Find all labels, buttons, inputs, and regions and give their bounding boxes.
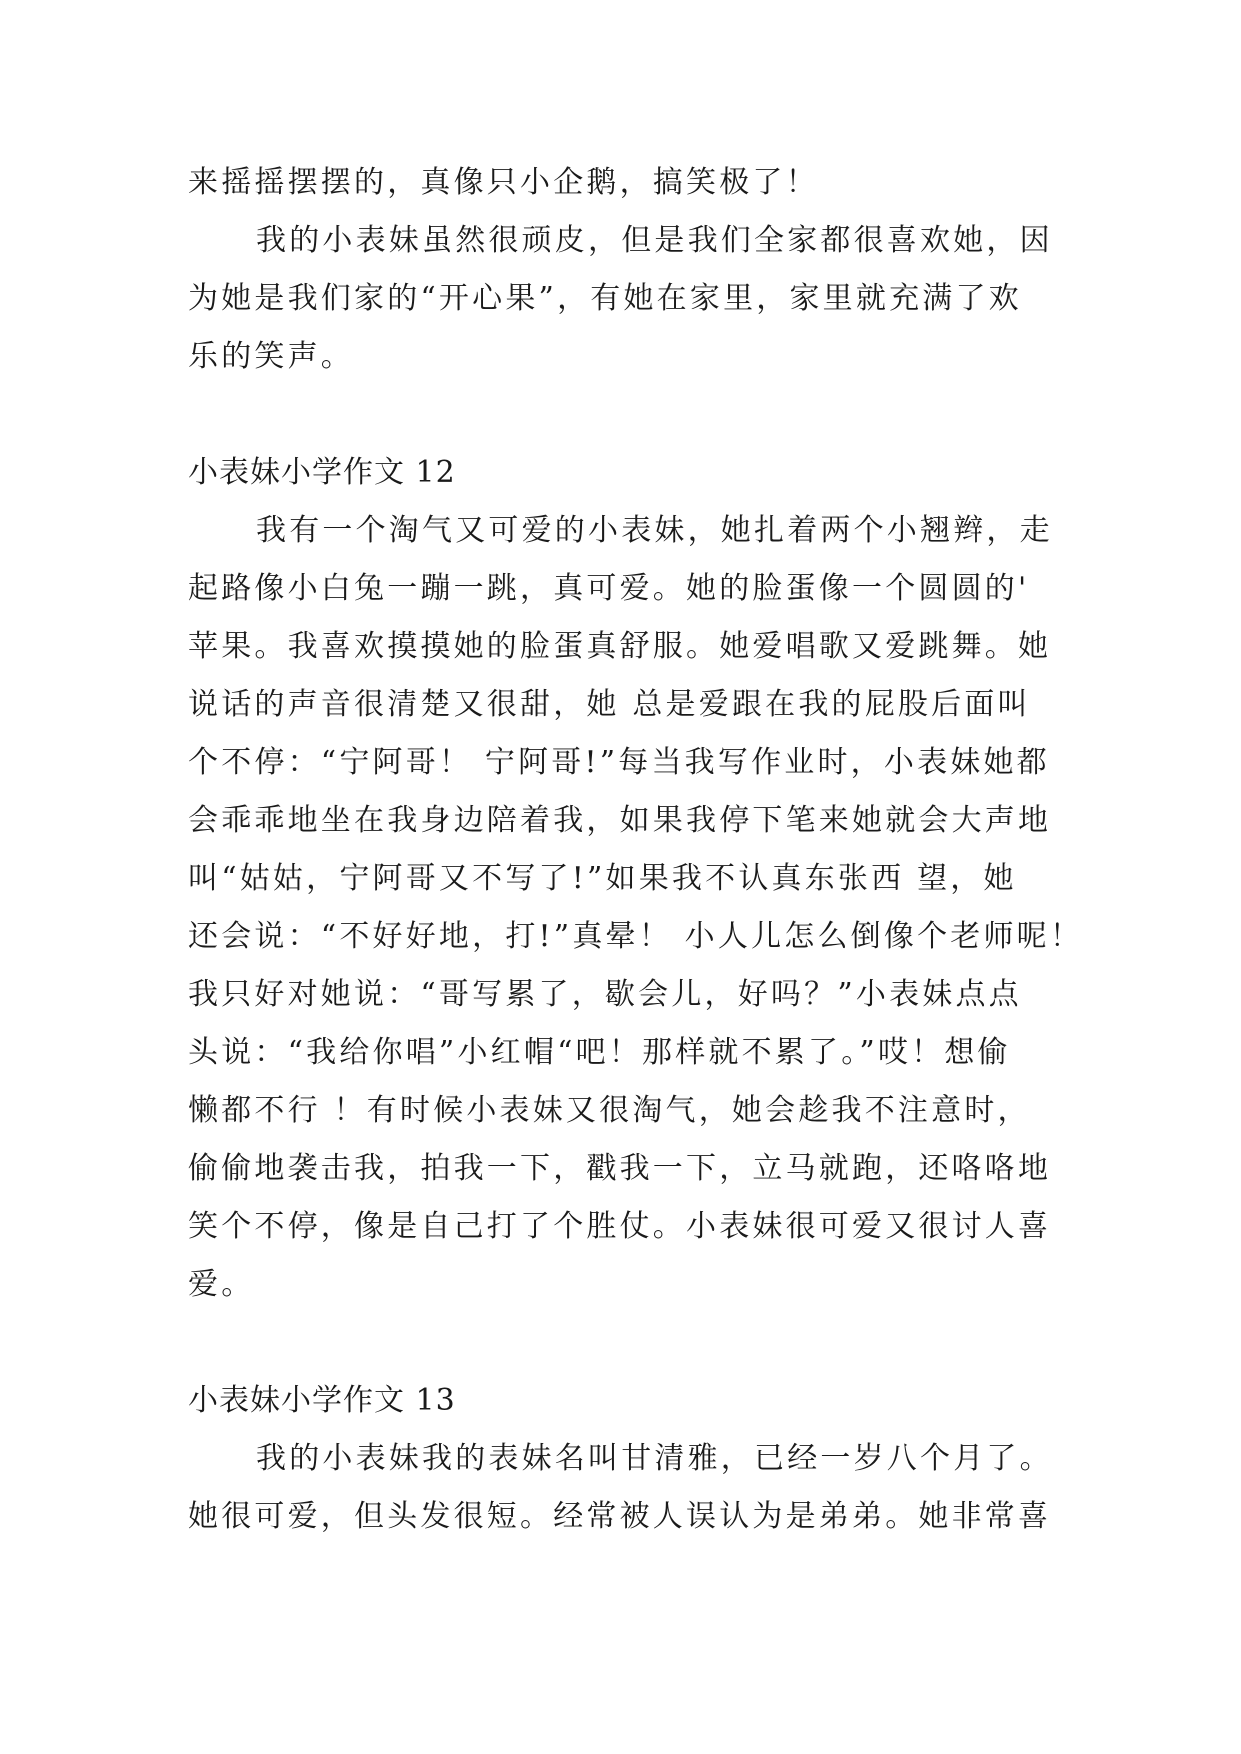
- paragraph-line: 我只好对她说：“哥写累了，歇会儿，好吗？”小表妹点点: [188, 977, 1022, 1012]
- paragraph-line: 头说：“我给你唱”小红帽“吧！那样就不累了。”哎！想偷: [188, 1035, 1011, 1070]
- paragraph-line: 懒都不行 ！有时候小表妹又很淘气，她会趁我不注意时，: [188, 1093, 1031, 1128]
- paragraph-line: 起路像小白兔一蹦一跳，真可爱。她的脸蛋像一个圆圆的': [188, 571, 1030, 606]
- paragraph-line: 个不停：“宁阿哥！ 宁阿哥!”每当我写作业时，小表妹她都: [188, 745, 1050, 780]
- paragraph-line: 叫“姑姑，宁阿哥又不写了!”如果我不认真东张西 望，她: [188, 861, 1017, 896]
- paragraph-line: 爱。: [188, 1267, 255, 1302]
- paragraph-line: 还会说：“不好好地，打!”真晕！ 小人儿怎么倒像个老师呢！: [188, 919, 1084, 954]
- paragraph-line: 偷偷地袭击我，拍我一下，戳我一下，立马就跑，还咯咯地: [188, 1151, 1052, 1186]
- paragraph-line: 我有一个淘气又可爱的小表妹，她扎着两个小翘辫，走: [256, 513, 1053, 548]
- section-spacer: [188, 1314, 1053, 1372]
- paragraph-line: 苹果。我喜欢摸摸她的脸蛋真舒服。她爱唱歌又爱跳舞。她: [188, 629, 1052, 664]
- section-heading: 小表妹小学作文 13: [188, 1383, 456, 1418]
- section-spacer: [188, 386, 1053, 444]
- paragraph-line: 来摇摇摆摆的，真像只小企鹅，搞笑极了！: [188, 165, 819, 200]
- paragraph-line: 我的小表妹我的表妹名叫甘清雅，已经一岁八个月了。: [256, 1441, 1053, 1476]
- paragraph-line: 说话的声音很清楚又很甜，她 总是爱跟在我的屁股后面叫: [188, 687, 1031, 722]
- paragraph-line: 我的小表妹虽然很顽皮，但是我们全家都很喜欢她，因: [256, 223, 1053, 258]
- paragraph-line: 乐的笑声。: [188, 339, 354, 374]
- paragraph-line: 笑个不停，像是自己打了个胜仗。小表妹很可爱又很讨人喜: [188, 1209, 1052, 1244]
- document-body: [188, 154, 1084, 1546]
- paragraph-line: 她很可爱，但头发很短。经常被人误认为是弟弟。她非常喜: [188, 1499, 1052, 1534]
- paragraph-line: 会乖乖地坐在我身边陪着我，如果我停下笔来她就会大声地: [188, 803, 1052, 838]
- section-heading: 小表妹小学作文 12: [188, 455, 456, 490]
- paragraph-line: 为她是我们家的“开心果”，有她在家里，家里就充满了欢: [188, 281, 1022, 316]
